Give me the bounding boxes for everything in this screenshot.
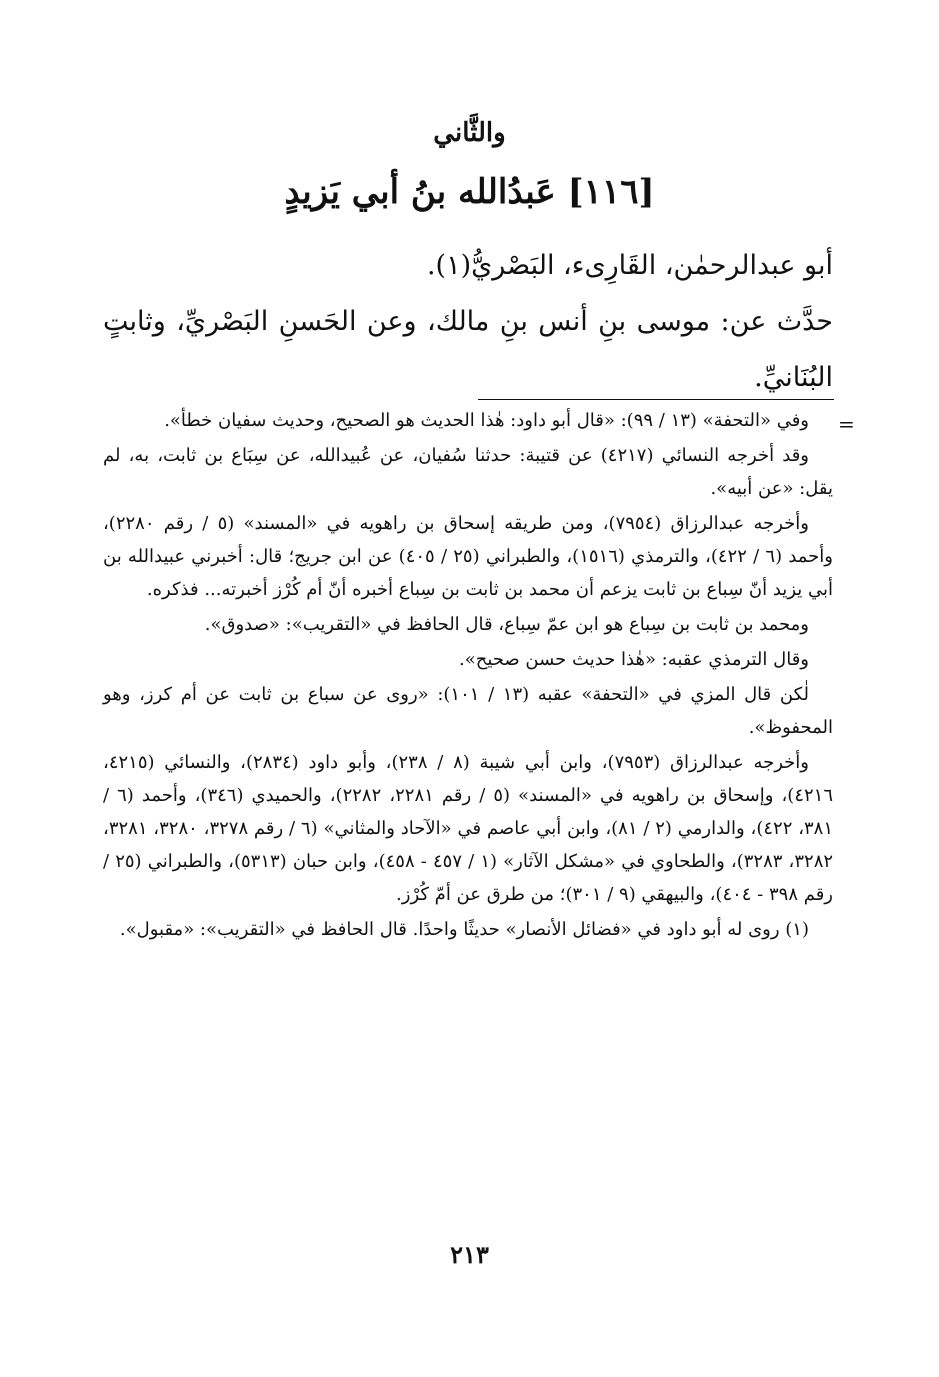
footnote-paragraph: وقد أخرجه النسائي (٤٢١٧) عن قتيبة: حدثنا سُفيان، عن عُبيدالله، عن سِبَاع بن ثابت، به، لم يقل: «عن أبيه».: [103, 445, 833, 499]
footnote-paragraph: وفي «التحفة» (١٣ / ٩٩): «قال أبو داود: هٰذا الحديث هو الصحيح، وحديث سفيان خطأ».: [164, 410, 809, 431]
footnotes: [103, 404, 833, 948]
entry-title: [١١٦] عَبدُالله بنُ أبي يَزيدٍ: [284, 172, 655, 212]
footnote-paragraph: وأخرجه عبدالرزاق (٧٩٥٤)، ومن طريقه إسحاق بن راهويه في «المسند» (٥ / رقم ٢٢٨٠)، وأحمد (٦ / ٤٢٢)، والترمذي (١٥١٦)، والطبراني (٢٥ / ٤٠٥) عن ابن جريج؛ قال: أخبرني عبيدالله بن أبي يزيد أنّ سِباع بن ثابت يزعم أن محمد بن ثابت بن سِباع أخبره أنّ أم كُرْز أخبرته... فذكره.: [103, 513, 833, 600]
footnote-paragraph: لٰكن قال المزي في «التحفة» عقبه (١٣ / ١٠١): «روى عن سباع بن ثابت عن أم كرز، وهو المحفوظ».: [103, 684, 833, 738]
section-heading: والثَّاني: [433, 118, 506, 148]
footnote-paragraph: ومحمد بن ثابت بن سِباع هو ابن عمّ سِباع، قال الحافظ في «التقريب»: «صدوق».: [204, 614, 809, 635]
footnote-1: (١) روى له أبو داود في «فضائل الأنصار» حديثًا واحدًا. قال الحافظ في «التقريب»: «مقبول».: [119, 919, 809, 940]
footnote-paragraph: وأخرجه عبدالرزاق (٧٩٥٣)، وابن أبي شيبة (٨ / ٢٣٨)، وأبو داود (٢٨٣٤)، والنسائي (٤٢١٥، ٤٢١٦)، وإسحاق بن راهويه في «المسند» (٥ / رقم ٢٢٨١، ٢٢٨٢)، والحميدي (٣٤٦)، وأحمد (٦ / ٣٨١، ٤٢٢)، والدارمي (٢ / ٨١)، وابن أبي عاصم في «الآحاد والمثاني» (٦ / رقم ٣٢٧٨، ٣٢٨٠، ٣٢٨١، ٣٢٨٢، ٣٢٨٣)، والطحاوي في «مشكل الآثار» (١ / ٤٥٧ - ٤٥٨)، وابن حبان (٥٣١٣)، والطبراني (٢٥ / رقم ٣٩٨ - ٤٠٤)، والبيهقي (٩ / ٣٠١)؛ من طرق عن أمّ كُرْز.: [103, 752, 834, 905]
page-number: ٢١٣: [450, 1240, 489, 1269]
main-line-narrations: حدَّث عن: موسى بنِ أنس بنِ مالك، وعن الحَسنِ البَصْريِّ، وثابتٍ البُنَانيِّ.: [103, 306, 833, 393]
continuation-mark: =: [838, 412, 855, 436]
footnote-separator: [478, 399, 834, 400]
main-line-kunya: أبو عبدالرحمٰن، القَارِىء، البَصْريُّ(١).: [426, 250, 833, 281]
main-text: [103, 238, 833, 406]
footnote-paragraph: وقال الترمذي عقبه: «هٰذا حديث حسن صحيح».: [459, 649, 809, 670]
